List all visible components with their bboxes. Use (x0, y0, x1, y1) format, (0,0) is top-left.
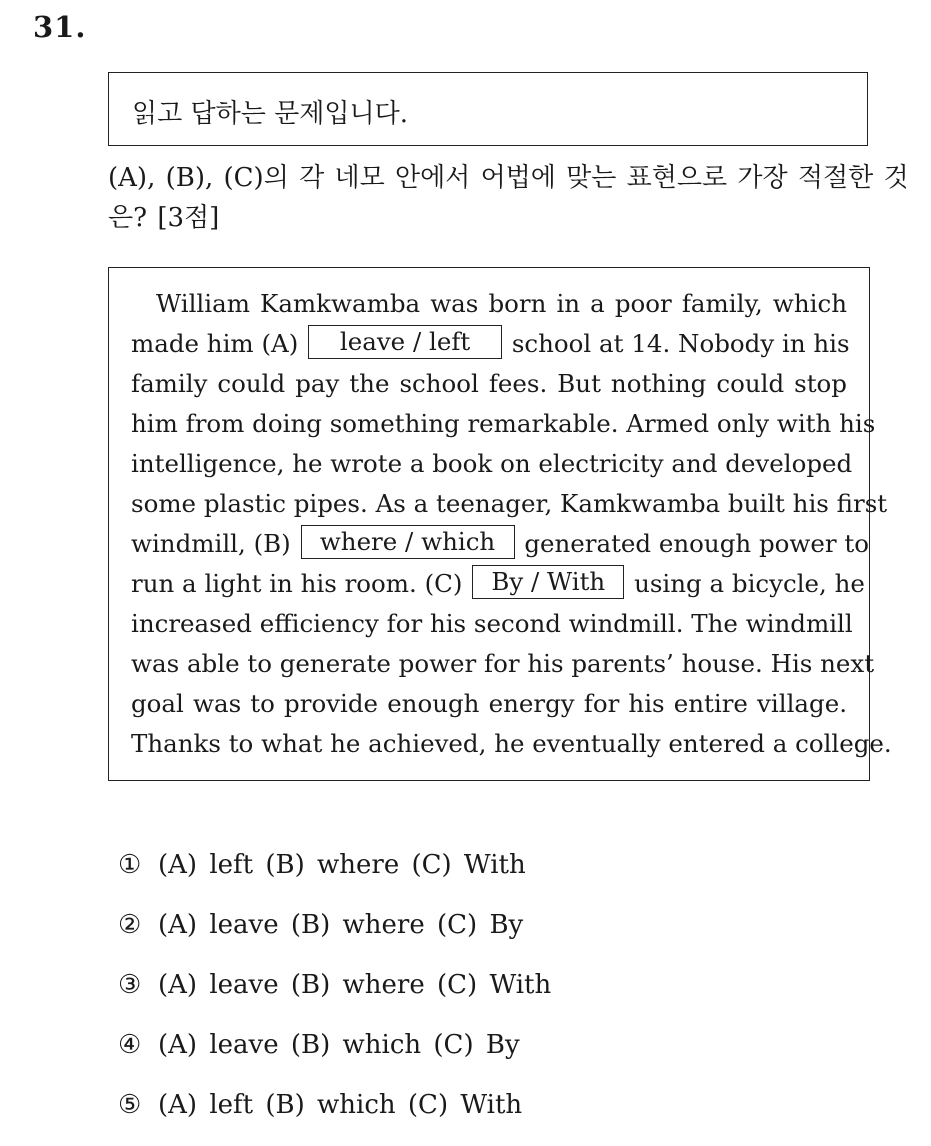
choice-text: (A) leave (B) where (C) By (158, 910, 524, 940)
answer-choice-2[interactable] (118, 906, 551, 966)
choice-number: ⑤ (118, 1090, 142, 1120)
choice-text: (A) leave (B) where (C) With (158, 970, 552, 1000)
passage-line: increased efficiency for his second windmill. The windmill (131, 609, 853, 638)
passage-text: made him (A) (131, 329, 299, 358)
passage-box (108, 267, 892, 781)
question-number: 31. (33, 10, 87, 44)
instruction-box (108, 72, 868, 146)
passage-line: intelligence, he wrote a book on electricity and developed (131, 449, 853, 478)
question-stem: (A), (B), (C)의 각 네모 안에서 어법에 맞는 표현으로 가장 적절한 것은? [3점] (108, 163, 909, 233)
passage-line (131, 564, 865, 604)
passage-line (131, 324, 850, 364)
passage-line: was able to generate power for his parents’ house. His next (131, 649, 875, 678)
passage-line: him from doing something remarkable. Armed only with his (131, 409, 876, 438)
passage-text: school at 14. Nobody in his (511, 329, 850, 358)
passage-text: run a light in his room. (C) (131, 569, 463, 598)
passage-line: family could pay the school fees. But nothing could stop (131, 369, 847, 398)
choice-number: ① (118, 850, 142, 880)
passage-line (131, 524, 869, 564)
instruction-text: 읽고 답하는 문제입니다. (132, 99, 408, 129)
passage-line: goal was to provide enough energy for his entire village. (131, 689, 847, 718)
choice-number: ④ (118, 1030, 142, 1060)
choice-number: ② (118, 910, 142, 940)
blank-box-a: leave / left (308, 325, 502, 359)
answer-choice-3[interactable] (118, 966, 551, 1026)
answer-choices (118, 846, 551, 1146)
choice-text: (A) left (B) which (C) With (158, 1090, 523, 1120)
blank-box-b: where / which (301, 525, 515, 559)
passage-line: William Kamkwamba was born in a poor family, which (156, 289, 847, 318)
passage-text: windmill, (B) (131, 529, 291, 558)
answer-choice-4[interactable] (118, 1026, 551, 1086)
passage-text: using a bicycle, he (634, 569, 865, 598)
choice-text: (A) leave (B) which (C) By (158, 1030, 520, 1060)
answer-choice-5[interactable] (118, 1086, 551, 1146)
passage-line: some plastic pipes. As a teenager, Kamkwamba built his first (131, 489, 888, 518)
blank-box-c: By / With (472, 565, 624, 599)
passage-text: generated enough power to (524, 529, 869, 558)
choice-number: ③ (118, 970, 142, 1000)
choice-text: (A) left (B) where (C) With (158, 850, 526, 880)
passage-line: Thanks to what he achieved, he eventually entered a college. (131, 729, 892, 758)
answer-choice-1[interactable] (118, 846, 551, 906)
